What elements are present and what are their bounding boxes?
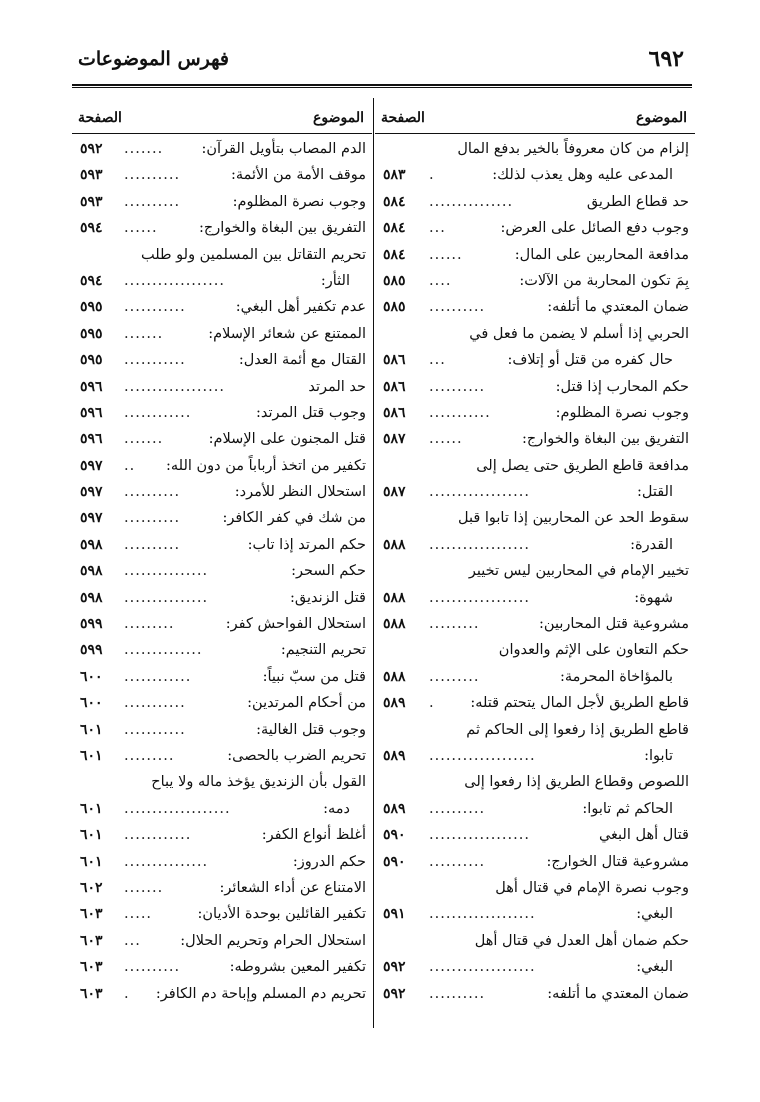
entry-topic: من أحكام المرتدين: bbox=[247, 695, 366, 712]
entry-topic: بالمؤاخاة المحرمة: bbox=[560, 668, 673, 685]
entry-page-number: ٦٠١ bbox=[80, 747, 103, 764]
index-entry bbox=[72, 374, 372, 400]
entry-topic: مشروعية قتال الخوارج: bbox=[546, 853, 689, 870]
index-entry bbox=[375, 849, 695, 875]
entry-page-number: ٥٩٦ bbox=[80, 378, 103, 395]
left-entries bbox=[72, 136, 372, 1007]
index-entry bbox=[72, 189, 372, 215]
header-rule bbox=[72, 84, 692, 86]
entry-page-number: ٥٨٤ bbox=[383, 246, 406, 263]
entry-page-number: ٥٩٢ bbox=[80, 141, 103, 157]
entry-topic: حكم المرتد إذا تاب: bbox=[247, 536, 366, 553]
entry-leader-dots: ....... bbox=[124, 879, 164, 896]
left-column-header bbox=[72, 100, 372, 136]
index-entry bbox=[375, 664, 695, 690]
index-entry bbox=[72, 743, 372, 769]
entry-topic: أغلظ أنواع الكفر: bbox=[261, 827, 366, 844]
index-entry bbox=[72, 690, 372, 716]
index-entry bbox=[375, 822, 695, 848]
index-entry bbox=[72, 558, 372, 584]
entry-topic: استحلال الفواحش كفر: bbox=[225, 616, 366, 633]
entry-page-number: ٥٨٦ bbox=[383, 352, 406, 369]
entry-leader-dots: .................. bbox=[429, 827, 530, 844]
entry-topic: قاطع الطريق لأجل المال يتحتم قتله: bbox=[470, 695, 689, 712]
entry-page-number: ٥٩٦ bbox=[80, 431, 103, 448]
entry-leader-dots: .......... bbox=[429, 800, 486, 817]
entry-topic: وجوب نصرة المظلوم: bbox=[232, 193, 366, 210]
entry-leader-dots: ........... bbox=[124, 352, 186, 369]
entry-topic: التفريق بين البغاة والخوارج: bbox=[199, 220, 366, 237]
entry-topic: حكم ضمان أهل العدل في قتال أهل bbox=[474, 932, 689, 949]
index-entry bbox=[72, 901, 372, 927]
entry-page-number: ٥٨٧ bbox=[383, 484, 406, 501]
entry-page-number: ٥٩٠ bbox=[383, 827, 406, 844]
entry-page-number: ٥٨٨ bbox=[383, 589, 406, 606]
entry-topic: حكم السحر: bbox=[291, 563, 366, 580]
entry-page-number: ٦٠٣ bbox=[80, 906, 103, 923]
index-entry bbox=[375, 981, 695, 1007]
index-entry bbox=[375, 558, 695, 584]
entry-leader-dots: ................... bbox=[429, 906, 536, 923]
index-entry bbox=[375, 954, 695, 980]
entry-leader-dots: ....... bbox=[124, 325, 164, 342]
entry-page-number: ٥٨٨ bbox=[383, 668, 406, 685]
entry-page-number: ٥٩٤ bbox=[80, 220, 103, 237]
entry-topic: اللصوص وقطاع الطريق إذا رفعوا إلى bbox=[464, 774, 689, 791]
entry-leader-dots: ......... bbox=[429, 668, 480, 685]
entry-leader-dots: ................... bbox=[124, 800, 231, 817]
index-entry bbox=[375, 294, 695, 320]
index-entry bbox=[375, 875, 695, 901]
index-entry bbox=[72, 637, 372, 663]
entry-topic: تكفير القائلين بوحدة الأديان: bbox=[197, 906, 366, 923]
entry-leader-dots: ....... bbox=[124, 431, 164, 448]
entry-topic: البغي: bbox=[636, 959, 673, 976]
entry-page-number: ٥٨٧ bbox=[383, 431, 406, 448]
entry-topic: وجوب نصرة المظلوم: bbox=[555, 404, 689, 421]
index-entry bbox=[72, 268, 372, 294]
entry-topic: قتال أهل البغي bbox=[598, 827, 689, 844]
entry-page-number: ٥٨٨ bbox=[383, 536, 406, 553]
index-entry bbox=[375, 136, 695, 162]
entry-leader-dots: ....... bbox=[124, 141, 164, 157]
index-entry bbox=[375, 400, 695, 426]
entry-leader-dots: .............. bbox=[124, 642, 203, 659]
entry-page-number: ٥٩١ bbox=[383, 906, 406, 923]
header-rule-thin bbox=[72, 87, 692, 88]
index-entry bbox=[375, 268, 695, 294]
running-title: فهرس الموضوعات bbox=[78, 48, 229, 70]
entry-topic: القول بأن الزنديق يؤخذ ماله ولا يباح bbox=[151, 774, 366, 791]
index-entry bbox=[72, 849, 372, 875]
entry-leader-dots: ............... bbox=[124, 589, 209, 606]
entry-page-number: ٦٠٣ bbox=[80, 985, 103, 1002]
index-entry bbox=[72, 981, 372, 1007]
entry-topic: استحلال الحرام وتحريم الحلال: bbox=[180, 932, 366, 949]
entry-topic: من شك في كفر الكافر: bbox=[222, 510, 366, 527]
entry-page-number: ٦٠٠ bbox=[80, 668, 103, 685]
entry-topic: المدعى عليه وهل يعذب لذلك: bbox=[492, 167, 673, 184]
index-entry bbox=[375, 743, 695, 769]
index-entry bbox=[375, 796, 695, 822]
entry-topic: وجوب دفع الصائل على العرض: bbox=[500, 220, 689, 237]
entry-leader-dots: .......... bbox=[429, 378, 486, 395]
index-entry bbox=[375, 637, 695, 663]
entry-leader-dots: .......... bbox=[124, 167, 181, 184]
entry-leader-dots: ................... bbox=[429, 747, 536, 764]
entry-leader-dots: ...... bbox=[429, 246, 463, 263]
entry-leader-dots: ............ bbox=[124, 668, 192, 685]
entry-topic: مشروعية قتل المحاربين: bbox=[539, 616, 689, 633]
entry-page-number: ٥٩٥ bbox=[80, 299, 103, 316]
entry-leader-dots: ......... bbox=[124, 747, 175, 764]
entry-topic: تابوا: bbox=[644, 747, 673, 764]
index-entry bbox=[72, 954, 372, 980]
entry-topic: حد المرتد bbox=[308, 378, 366, 395]
entry-topic: مدافعة قاطع الطريق حتى يصل إلى bbox=[476, 457, 689, 474]
index-entry bbox=[72, 611, 372, 637]
index-entry bbox=[375, 901, 695, 927]
entry-page-number: ٥٩٩ bbox=[80, 616, 103, 633]
entry-leader-dots: ......... bbox=[429, 616, 480, 633]
entry-topic: الدم المصاب بتأويل القرآن: bbox=[201, 141, 366, 157]
entry-leader-dots: .......... bbox=[124, 536, 181, 553]
entry-leader-dots: ... bbox=[429, 352, 446, 369]
index-entry bbox=[72, 796, 372, 822]
index-entry bbox=[375, 162, 695, 188]
index-entry bbox=[375, 505, 695, 531]
entry-topic: ضمان المعتدي ما أتلفه: bbox=[547, 299, 689, 316]
index-entry bbox=[72, 347, 372, 373]
index-entry bbox=[72, 532, 372, 558]
entry-leader-dots: .................. bbox=[429, 536, 530, 553]
entry-leader-dots: .................. bbox=[429, 589, 530, 606]
entry-page-number: ٦٠١ bbox=[80, 721, 103, 738]
entry-leader-dots: .......... bbox=[429, 299, 486, 316]
entry-page-number: ٦٠١ bbox=[80, 827, 103, 844]
index-entry bbox=[72, 664, 372, 690]
entry-page-number: ٥٩٧ bbox=[80, 457, 103, 474]
index-entry bbox=[375, 532, 695, 558]
entry-page-number: ٦٠٣ bbox=[80, 959, 103, 976]
heading-rule bbox=[375, 133, 695, 134]
entry-leader-dots: ... bbox=[429, 220, 446, 237]
page-heading: الصفحة bbox=[381, 110, 425, 126]
entry-page-number: ٥٩٢ bbox=[383, 959, 406, 976]
index-entry bbox=[375, 321, 695, 347]
entry-topic: موقف الأمة من الأئمة: bbox=[230, 167, 366, 184]
entry-topic: تحريم دم المسلم وإباحة دم الكافر: bbox=[155, 985, 366, 1002]
index-entry bbox=[72, 585, 372, 611]
index-entry bbox=[375, 453, 695, 479]
entry-leader-dots: .......... bbox=[429, 985, 486, 1002]
entry-topic: الحاكم ثم تابوا: bbox=[582, 800, 673, 817]
entry-leader-dots: .......... bbox=[124, 193, 181, 210]
entry-page-number: ٥٩٧ bbox=[80, 510, 103, 527]
heading-rule bbox=[72, 133, 372, 134]
entry-leader-dots: .... bbox=[429, 272, 452, 289]
entry-page-number: ٥٩٩ bbox=[80, 642, 103, 659]
index-entry bbox=[72, 822, 372, 848]
index-entry bbox=[72, 321, 372, 347]
entry-topic: وجوب نصرة الإمام في قتال أهل bbox=[495, 879, 689, 896]
entry-page-number: ٥٨٩ bbox=[383, 800, 406, 817]
index-entry bbox=[375, 928, 695, 954]
index-entry bbox=[72, 294, 372, 320]
entry-leader-dots: . bbox=[429, 695, 435, 712]
column-divider bbox=[373, 98, 374, 1028]
entry-page-number: ٥٩٣ bbox=[80, 193, 103, 210]
index-entry bbox=[375, 426, 695, 452]
entry-topic: مدافعة المحاربين على المال: bbox=[514, 246, 689, 263]
entry-topic: سقوط الحد عن المحاربين إذا تابوا قبل bbox=[457, 510, 689, 527]
entry-topic: بِمَ تكون المحاربة من الآلات: bbox=[519, 272, 689, 289]
entry-topic: قاطع الطريق إذا رفعوا إلى الحاكم ثم bbox=[466, 721, 689, 738]
index-entry bbox=[72, 136, 372, 162]
entry-leader-dots: ............... bbox=[429, 193, 514, 210]
entry-topic: الثأر: bbox=[320, 272, 350, 289]
entry-topic: وجوب قتل المرتد: bbox=[256, 404, 366, 421]
entry-leader-dots: .......... bbox=[124, 959, 181, 976]
entry-page-number: ٥٨٣ bbox=[383, 167, 406, 184]
entry-leader-dots: ........... bbox=[124, 299, 186, 316]
entry-page-number: ٥٩٨ bbox=[80, 536, 103, 553]
index-entry bbox=[375, 242, 695, 268]
entry-topic: القتل: bbox=[636, 484, 673, 501]
entry-page-number: ٥٩٨ bbox=[80, 563, 103, 580]
entry-topic: تحريم التنجيم: bbox=[280, 642, 366, 659]
entry-page-number: ٥٩٢ bbox=[383, 985, 406, 1002]
entry-page-number: ٥٩٧ bbox=[80, 484, 103, 501]
entry-topic: حد قطاع الطريق bbox=[586, 193, 689, 210]
index-entry bbox=[375, 690, 695, 716]
index-entry bbox=[72, 875, 372, 901]
entry-topic: القتال مع أئمة العدل: bbox=[238, 352, 366, 369]
page-heading: الصفحة bbox=[78, 110, 122, 126]
entry-topic: تحريم الضرب بالحصى: bbox=[227, 747, 366, 764]
entry-topic: الحربي إذا أسلم لا يضمن ما فعل في bbox=[469, 325, 689, 342]
entry-topic: إلزام من كان معروفاً بالخير بدفع المال bbox=[457, 141, 689, 157]
entry-topic: وجوب قتل الغالية: bbox=[256, 721, 366, 738]
entry-page-number: ٦٠١ bbox=[80, 800, 103, 817]
entry-topic: القدرة: bbox=[630, 536, 673, 553]
entry-topic: استحلال النظر للأمرد: bbox=[234, 484, 366, 501]
index-entry bbox=[375, 717, 695, 743]
index-entry bbox=[375, 479, 695, 505]
entry-leader-dots: .......... bbox=[429, 853, 486, 870]
entry-page-number: ٦٠٣ bbox=[80, 932, 103, 949]
entry-leader-dots: ........... bbox=[124, 695, 186, 712]
entry-page-number: ٥٨٦ bbox=[383, 404, 406, 421]
entry-page-number: ٥٨٩ bbox=[383, 747, 406, 764]
index-entry bbox=[375, 585, 695, 611]
entry-page-number: ٥٩٣ bbox=[80, 167, 103, 184]
entry-topic: الممتنع عن شعائر الإسلام: bbox=[208, 325, 366, 342]
entry-leader-dots: ... bbox=[124, 932, 141, 949]
index-entry bbox=[72, 453, 372, 479]
right-column-header bbox=[375, 100, 695, 136]
entry-page-number: ٥٨٥ bbox=[383, 299, 406, 316]
entry-leader-dots: . bbox=[124, 985, 130, 1002]
page-header bbox=[40, 44, 720, 84]
entry-page-number: ٥٩٤ bbox=[80, 272, 103, 289]
index-entry bbox=[72, 769, 372, 795]
index-entry bbox=[375, 769, 695, 795]
entry-page-number: ٥٩٠ bbox=[383, 853, 406, 870]
index-entry bbox=[375, 189, 695, 215]
topic-heading: الموضوع bbox=[313, 110, 364, 126]
index-entry bbox=[375, 215, 695, 241]
entry-topic: تكفير المعين بشروطه: bbox=[229, 959, 366, 976]
entry-page-number: ٥٩٥ bbox=[80, 325, 103, 342]
entry-page-number: ٥٩٨ bbox=[80, 589, 103, 606]
index-entry bbox=[375, 611, 695, 637]
entry-topic: عدم تكفير أهل البغي: bbox=[235, 299, 366, 316]
index-entry bbox=[72, 215, 372, 241]
entry-leader-dots: ................... bbox=[429, 959, 536, 976]
index-entry bbox=[375, 347, 695, 373]
index-entry bbox=[72, 162, 372, 188]
entry-leader-dots: . bbox=[429, 167, 435, 184]
entry-leader-dots: ........... bbox=[124, 721, 186, 738]
left-column bbox=[72, 100, 372, 1007]
entry-leader-dots: .......... bbox=[124, 510, 181, 527]
entry-leader-dots: ............... bbox=[124, 853, 209, 870]
entry-topic: البغي: bbox=[636, 906, 673, 923]
entry-page-number: ٦٠٠ bbox=[80, 695, 103, 712]
entry-leader-dots: ............ bbox=[124, 827, 192, 844]
entry-page-number: ٥٨٦ bbox=[383, 378, 406, 395]
index-entry bbox=[72, 426, 372, 452]
index-entry bbox=[72, 242, 372, 268]
entry-topic: تحريم التقاتل بين المسلمين ولو طلب bbox=[140, 246, 366, 263]
entry-topic: حال كفره من قتل أو إتلاف: bbox=[507, 352, 673, 369]
entry-page-number: ٦٠١ bbox=[80, 853, 103, 870]
entry-leader-dots: ...... bbox=[429, 431, 463, 448]
entry-topic: ضمان المعتدي ما أتلفه: bbox=[547, 985, 689, 1002]
entry-leader-dots: .................. bbox=[124, 272, 225, 289]
entry-page-number: ٦٠٢ bbox=[80, 879, 103, 896]
entry-topic: تخيير الإمام في المحاربين ليس تخيير bbox=[468, 563, 689, 580]
entry-topic: حكم المحارب إذا قتل: bbox=[555, 378, 689, 395]
index-entry bbox=[72, 479, 372, 505]
entry-page-number: ٥٩٦ bbox=[80, 404, 103, 421]
entry-topic: دمه: bbox=[323, 800, 350, 817]
index-entry bbox=[72, 400, 372, 426]
page-number: ٦٩٢ bbox=[648, 46, 684, 72]
entry-page-number: ٥٩٥ bbox=[80, 352, 103, 369]
entry-topic: قتل المجنون على الإسلام: bbox=[208, 431, 366, 448]
entry-leader-dots: .......... bbox=[124, 484, 181, 501]
index-entry bbox=[72, 717, 372, 743]
entry-page-number: ٥٨٩ bbox=[383, 695, 406, 712]
entry-leader-dots: .................. bbox=[124, 378, 225, 395]
entry-page-number: ٥٨٥ bbox=[383, 272, 406, 289]
entry-leader-dots: ..... bbox=[124, 906, 153, 923]
index-entry bbox=[375, 374, 695, 400]
entry-topic: قتل الزنديق: bbox=[289, 589, 366, 606]
entry-page-number: ٥٨٨ bbox=[383, 616, 406, 633]
entry-topic: تكفير من اتخذ أرباباً من دون الله: bbox=[165, 457, 366, 474]
entry-page-number: ٥٨٤ bbox=[383, 220, 406, 237]
entry-leader-dots: ............ bbox=[124, 404, 192, 421]
right-column bbox=[375, 100, 695, 1007]
entry-leader-dots: ............... bbox=[124, 563, 209, 580]
index-entry bbox=[72, 928, 372, 954]
entry-topic: حكم التعاون على الإثم والعدوان bbox=[498, 642, 689, 659]
entry-topic: الامتناع عن أداء الشعائر: bbox=[219, 879, 366, 896]
entry-topic: شهوة: bbox=[634, 589, 673, 606]
index-entry bbox=[72, 505, 372, 531]
entry-page-number: ٥٨٤ bbox=[383, 193, 406, 210]
entry-leader-dots: .. bbox=[124, 457, 136, 474]
right-entries bbox=[375, 136, 695, 1007]
entry-topic: قتل من سبّ نبياً: bbox=[262, 668, 366, 685]
entry-leader-dots: .................. bbox=[429, 484, 530, 501]
entry-topic: حكم الدروز: bbox=[292, 853, 366, 870]
entry-topic: التفريق بين البغاة والخوارج: bbox=[522, 431, 689, 448]
topic-heading: الموضوع bbox=[636, 110, 687, 126]
entry-leader-dots: ........... bbox=[429, 404, 491, 421]
entry-leader-dots: ......... bbox=[124, 616, 175, 633]
entry-leader-dots: ...... bbox=[124, 220, 158, 237]
